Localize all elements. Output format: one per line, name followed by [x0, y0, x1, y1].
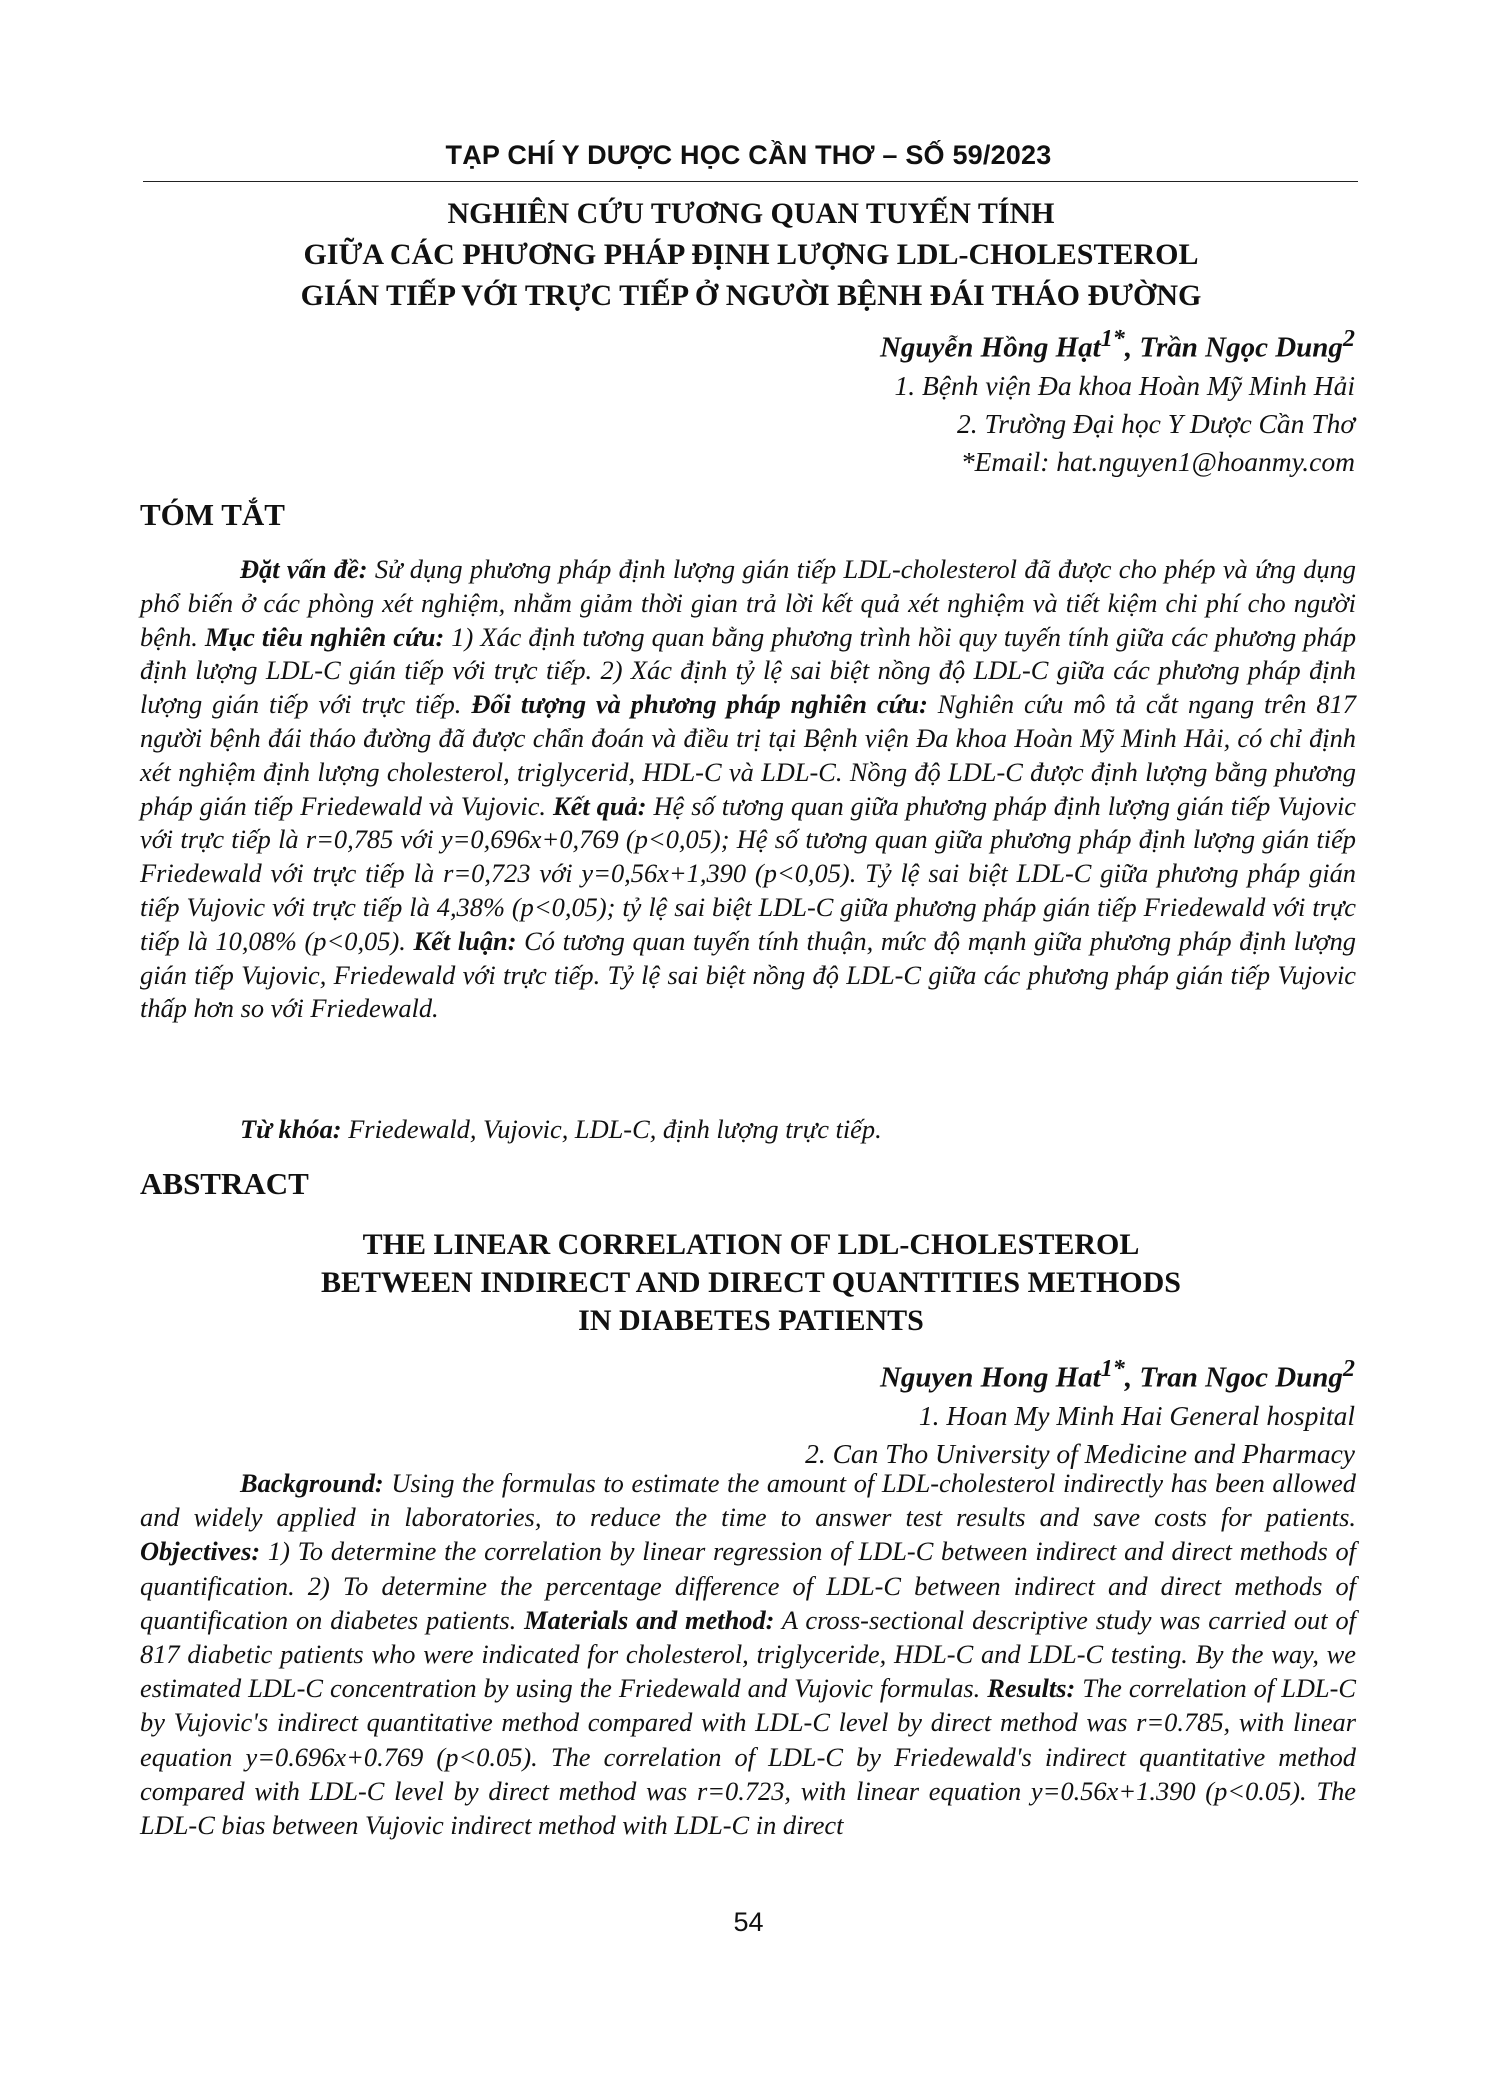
en-abstract-body: [140, 1466, 1356, 1842]
vn-summary-heading: TÓM TẮT: [140, 497, 285, 532]
vn-author-separator: ,: [1124, 331, 1140, 364]
en-authors: [805, 1350, 1355, 1397]
en-text-objectives: 1) To determine the correlation by linear regression of LDL-C between indirect and direct methods of quantification. 2) To determine the percentage difference of LDL-C between indirect and direct methods of quantification on diabetes patients.: [140, 1536, 1356, 1635]
vn-text-results: Hệ số tương quan giữa phương pháp định lượng gián tiếp Vujovic với trực tiếp là r=0,785 với y=0,696x+0,769 (p<0,05); Hệ số tương quan giữa phương pháp định lượng gián tiếp Friedewald với trực tiếp là r=0,723 với y=0,56x+1,390 (p<0,05). Tỷ lệ sai biệt LDL-C giữa phương pháp gián tiếp Vujovic với trực tiếp là 4,38% (p<0,05); tỷ lệ sai biệt LDL-C giữa phương pháp gián tiếp Friedewald với trực tiếp là 10,08% (p<0,05).: [140, 790, 1356, 956]
en-article-title: [140, 1226, 1362, 1340]
en-author-1-sup: 1*: [1100, 1355, 1125, 1382]
en-text-background: Using the formulas to estimate the amount of LDL-cholesterol indirectly has been allowed and widely applied in laboratories, to reduce the time to answer test results and save costs for patients.: [140, 1468, 1356, 1533]
en-label-objectives: Objectives:: [140, 1536, 261, 1567]
vn-title-line: NGHIÊN CỨU TƯƠNG QUAN TUYẾN TÍNH: [447, 197, 1055, 230]
en-abstract-heading: ABSTRACT: [140, 1166, 309, 1201]
en-title-line: THE LINEAR CORRELATION OF LDL-CHOLESTEROL: [362, 1228, 1140, 1261]
en-affiliation-1: 1. Hoan My Minh Hai General hospital: [918, 1399, 1355, 1431]
vn-text-background: Sử dụng phương pháp định lượng gián tiếp LDL-cholesterol đã được cho phép và ứng dụng phổ biến ở các phòng xét nghiệm, nhằm giảm thời gian trả lời kết quả xét nghiệm và tiết kiệm chi phí cho người bệnh.: [140, 554, 1356, 652]
en-author-1: Nguyen Hong Hat: [879, 1361, 1101, 1394]
vn-text-methods: Nghiên cứu mô tả cắt ngang trên 817 người bệnh đái tháo đường đã được chẩn đoán và điều trị tại Bệnh viện Đa khoa Hoàn Mỹ Minh Hải, có chỉ định xét nghiệm định lượng cholesterol, triglycerid, HDL-C và LDL-C. Nồng độ LDL-C được định lượng bằng phương pháp gián tiếp Friedewald và Vujovic.: [140, 689, 1356, 821]
en-author-separator: ,: [1124, 1361, 1140, 1394]
vn-keywords: [240, 1113, 1356, 1147]
en-affiliation-2: 2. Can Tho University of Medicine and Pharmacy: [805, 1437, 1355, 1469]
en-author-2-sup: 2: [1342, 1355, 1355, 1382]
en-title-line: BETWEEN INDIRECT AND DIRECT QUANTITIES METHODS: [321, 1266, 1181, 1299]
vn-title-line: GIỮA CÁC PHƯƠNG PHÁP ĐỊNH LƯỢNG LDL-CHOLESTEROL: [303, 238, 1199, 271]
vn-author-2-sup: 2: [1342, 325, 1355, 352]
vn-label-objectives: Mục tiêu nghiên cứu:: [204, 621, 445, 652]
vn-title-line: GIÁN TIẾP VỚI TRỰC TIẾP Ở NGƯỜI BỆNH ĐÁI THÁO ĐƯỜNG: [300, 279, 1202, 312]
vn-affiliation-2: 2. Trường Đại học Y Dược Cần Thơ: [957, 407, 1355, 439]
en-text-results: The correlation of LDL-C by Vujovic's indirect quantitative method compared with LDL-C level by direct method was r=0.785, with linear equation y=0.696x+0.769 (p<0.05). The correlation of LDL-C by Friedewald's indirect quantitative method compared with LDL-C level by direct method was r=0.723, with linear equation y=0.56x+1.390 (p<0.05). The LDL-C bias between Vujovic indirect method with LDL-C in direct: [140, 1673, 1356, 1841]
vn-text-conclusion: Có tương quan tuyến tính thuận, mức độ mạnh giữa phương pháp định lượng gián tiếp Vujovic, Friedewald với trực tiếp. Tỷ lệ sai biệt nồng độ LDL-C giữa các phương pháp gián tiếp Vujovic thấp hơn so với Friedewald.: [140, 925, 1357, 1024]
vn-keywords-text: Friedewald, Vujovic, LDL-C, định lượng trực tiếp.: [341, 1114, 882, 1144]
en-title-line: IN DIABETES PATIENTS: [578, 1304, 924, 1337]
vn-email: *Email: hat.nguyen1@hoanmy.com: [960, 445, 1355, 477]
vn-keywords-label: Từ khóa:: [240, 1114, 342, 1144]
vn-article-title: [140, 193, 1362, 316]
journal-header: TẠP CHÍ Y DƯỢC HỌC CẦN THƠ – SỐ 59/2023: [445, 140, 1052, 170]
vn-author-block: [880, 320, 1355, 481]
vn-label-methods: Đối tượng và phương pháp nghiên cứu:: [471, 689, 928, 720]
vn-authors: [880, 320, 1355, 367]
vn-label-conclusion: Kết luận:: [413, 925, 517, 956]
vn-summary-body: [140, 553, 1356, 1026]
vn-label-background: Đặt vấn đề:: [240, 554, 368, 584]
en-author-block: [805, 1350, 1355, 1473]
en-author-2: Tran Ngoc Dung: [1139, 1361, 1343, 1394]
vn-author-1: Nguyễn Hồng Hạt: [879, 331, 1101, 364]
page-number: 54: [733, 1907, 764, 1937]
en-label-results: Results:: [987, 1673, 1076, 1704]
vn-affiliation-1: 1. Bệnh viện Đa khoa Hoàn Mỹ Minh Hải: [894, 369, 1355, 401]
en-text-methods: A cross-sectional descriptive study was carried out of 817 diabetic patients who were indicated for cholesterol, triglyceride, HDL-C and LDL-C testing. By the way, we estimated LDL-C concentration by using the Friedewald and Vujovic formulas.: [140, 1604, 1356, 1704]
vn-author-1-sup: 1*: [1100, 325, 1125, 352]
en-label-background: Background:: [240, 1468, 384, 1498]
header-divider: [143, 181, 1358, 182]
en-label-methods: Materials and method:: [524, 1604, 775, 1635]
vn-author-2: Trần Ngọc Dung: [1139, 331, 1343, 364]
vn-text-objectives: 1) Xác định tương quan bằng phương trình hồi quy tuyến tính giữa các phương pháp định lượng LDL-C gián tiếp với trực tiếp. 2) Xác định tỷ lệ sai biệt nồng độ LDL-C giữa các phương pháp định lượng gián tiếp với trực tiếp.: [140, 621, 1357, 720]
vn-label-results: Kết quả:: [553, 790, 647, 821]
